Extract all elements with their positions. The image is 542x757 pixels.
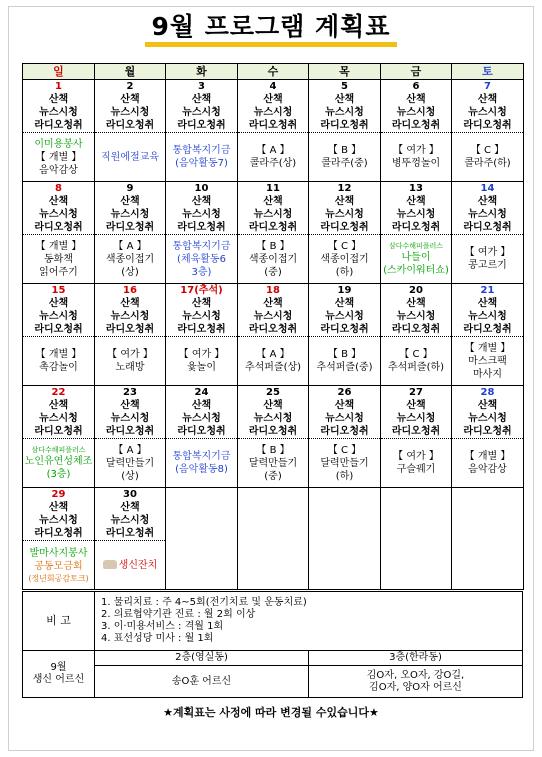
day-cell (95, 80, 166, 182)
program-block (95, 438, 165, 487)
day-cell (309, 80, 381, 182)
daily-activity: 뉴스시청 (110, 311, 150, 322)
program-line: (상) (121, 266, 139, 278)
program-block (95, 234, 165, 283)
remarks-label: 비 고 (23, 592, 95, 651)
daily-activity: 산책 (48, 400, 69, 411)
day-number: 11 (266, 183, 280, 194)
day-number: 29 (51, 489, 66, 500)
program-line: 【 여가 】 (464, 247, 511, 258)
day-number: 16 (123, 285, 137, 296)
daily-activity: 라디오청취 (105, 324, 155, 335)
daily-activity: 뉴스시청 (396, 209, 436, 220)
daily-activity: 산책 (191, 196, 212, 207)
program-text: 생신잔치 (118, 559, 158, 571)
daily-activity: 라디오청취 (34, 324, 83, 335)
daily-activity: 산책 (48, 196, 69, 207)
program-line: 추석퍼즐(중) (316, 362, 373, 373)
program-line: 【 여가 】 (178, 349, 225, 360)
weekday-header: 금 (381, 64, 452, 80)
daily-activity: 산책 (334, 400, 355, 411)
program-line: 촉감놀이 (39, 362, 78, 373)
day-cell (166, 386, 238, 488)
daily-activity: 뉴스시청 (396, 107, 436, 118)
daily-activity: 뉴스시청 (110, 515, 150, 526)
week-row (23, 80, 524, 182)
program-line: 이미용봉사 (34, 138, 83, 150)
program-line: 【 C 】 (470, 145, 505, 156)
daily-activity: 산책 (191, 298, 212, 309)
program-line: 마사지 (473, 368, 502, 380)
program-line: 구슬꿰기 (396, 464, 436, 475)
day-number: 18 (266, 285, 280, 296)
daily-activity: 라디오청취 (34, 120, 83, 131)
program-line: 읽어주기 (39, 266, 78, 278)
daily-activity: 라디오청취 (105, 120, 155, 131)
program-line: 통합복지기금 (172, 240, 231, 252)
daily-activity: 뉴스시청 (325, 413, 364, 424)
day-number: 4 (269, 81, 277, 92)
day-number: 9 (126, 183, 134, 194)
daily-activity: 뉴스시청 (110, 209, 150, 220)
program-block (309, 336, 380, 385)
program-line: 【 C 】 (327, 444, 362, 456)
remarks-item: 3. 이·미용서비스 : 격월 1회 (101, 621, 224, 632)
daily-activity: 산책 (334, 94, 355, 105)
day-number: 15 (51, 285, 66, 296)
program-block (23, 132, 94, 181)
daily-activity: 산책 (48, 94, 69, 105)
week-row (23, 488, 524, 590)
day-cell (23, 488, 95, 590)
day-number: 19 (337, 285, 352, 296)
program-line: 삼다수해피플러스 (31, 446, 86, 454)
floor3-names-line: 김O자, 양O자 어르신 (369, 681, 462, 693)
program-line: 마스크팩 (468, 355, 507, 367)
program-line: 윷놀이 (187, 362, 216, 373)
day-number: 25 (266, 387, 280, 398)
day-number: 6 (412, 81, 420, 92)
footer-note: ★계획표는 사정에 따라 변경될 수있습니다★ (163, 706, 379, 719)
program-line: (중) (264, 266, 282, 278)
program-line: 삼다수해피플러스 (388, 242, 444, 250)
program-block (309, 438, 380, 487)
program-line: 【 개별 】 (35, 240, 82, 252)
daily-activity: 뉴스시청 (396, 413, 436, 424)
day-cell (452, 80, 524, 182)
program-line: 【 A 】 (113, 444, 147, 456)
program-line: 동화책 (44, 253, 73, 265)
program-line: 추석퍼즐(상) (244, 362, 302, 373)
floor3-header: 3층(한라동) (309, 651, 523, 666)
daily-activity: 라디오청취 (320, 426, 369, 437)
daily-activity: 뉴스시청 (468, 107, 507, 118)
program-block (95, 132, 165, 181)
daily-activity: 뉴스시청 (39, 515, 78, 526)
program-line: 콩고르기 (468, 260, 507, 271)
day-cell (309, 182, 381, 284)
daily-activity: 산책 (477, 94, 498, 105)
day-number: 26 (337, 387, 352, 398)
weekday-header: 목 (309, 64, 381, 80)
weekday-header-row (23, 64, 524, 80)
remarks-table (22, 591, 523, 651)
program-line: 색종이접기 (248, 253, 298, 265)
program-block (452, 438, 523, 487)
day-cell (381, 182, 452, 284)
day-number: 14 (480, 183, 495, 194)
daily-activity: 라디오청취 (34, 222, 83, 233)
daily-activity: 산책 (406, 196, 426, 207)
daily-activity: 산책 (263, 298, 283, 309)
daily-activity: 라디오청취 (248, 426, 298, 437)
daily-activity: 라디오청취 (248, 120, 298, 131)
program-block (309, 132, 380, 181)
day-cell (238, 80, 309, 182)
daily-activity: 라디오청취 (463, 120, 512, 131)
program-line (103, 559, 158, 572)
title-area (0, 12, 542, 47)
daily-activity: 라디오청취 (320, 222, 369, 233)
daily-activity: 뉴스시청 (325, 311, 364, 322)
day-number: 23 (123, 387, 137, 398)
daily-activity: 라디오청취 (105, 222, 155, 233)
daily-activity: 뉴스시청 (182, 311, 221, 322)
day-cell (23, 284, 95, 386)
daily-activity: 산책 (120, 94, 140, 105)
day-number: 13 (409, 183, 423, 194)
daily-activity: 산책 (406, 400, 426, 411)
program-line: 【 A 】 (256, 145, 290, 156)
program-line: 【 C 】 (327, 240, 362, 252)
daily-activity: 라디오청취 (248, 324, 298, 335)
daily-activity: 라디오청취 (177, 426, 226, 437)
daily-activity: 뉴스시청 (468, 311, 507, 322)
day-cell (452, 284, 524, 386)
daily-activity: 뉴스시청 (110, 413, 150, 424)
day-cell (381, 284, 452, 386)
daily-activity: 산책 (191, 94, 212, 105)
day-cell (95, 386, 166, 488)
program-line: 【 개별 】 (35, 151, 82, 163)
program-line: 음악감상 (468, 464, 507, 475)
program-block (238, 132, 308, 181)
daily-activity: 뉴스시청 (110, 107, 150, 118)
day-cell (309, 386, 381, 488)
daily-activity: 뉴스시청 (253, 311, 293, 322)
daily-activity: 산책 (263, 400, 283, 411)
day-cell (309, 284, 381, 386)
program-line: 달력만들기 (105, 457, 155, 469)
daily-activity: 뉴스시청 (39, 209, 78, 220)
day-cell (238, 284, 309, 386)
program-line: (중) (264, 470, 282, 482)
daily-activity: 뉴스시청 (182, 209, 221, 220)
program-line: 음악감상 (39, 164, 78, 176)
daily-activity: 뉴스시청 (468, 413, 507, 424)
floor2-names: 송O훈 어르신 (95, 666, 309, 698)
daily-activity: 라디오청취 (463, 222, 512, 233)
program-block (238, 234, 308, 283)
daily-activity: 라디오청취 (34, 528, 83, 539)
program-block (381, 132, 451, 181)
daily-activity: 산책 (406, 298, 426, 309)
week-row (23, 386, 524, 488)
program-block (238, 336, 308, 385)
program-line: 노래방 (115, 362, 145, 373)
program-block (238, 438, 308, 487)
program-line: 색종이접기 (105, 253, 155, 265)
remarks-item: 4. 표선성당 미사 : 월 1회 (101, 633, 214, 644)
day-number: 2 (126, 81, 134, 92)
daily-activity: 라디오청취 (105, 426, 155, 437)
daily-activity: 라디오청취 (391, 222, 441, 233)
daily-activity: 산책 (191, 400, 212, 411)
program-line: 【 B 】 (327, 349, 362, 360)
program-line: 【 B 】 (327, 145, 362, 156)
program-line: (하) (335, 470, 354, 482)
program-block (95, 540, 165, 589)
day-number: 27 (409, 387, 423, 398)
program-line: 공동모금회 (34, 560, 83, 572)
daily-activity: 뉴스시청 (396, 311, 436, 322)
program-line: (하) (335, 266, 354, 278)
day-number: 7 (484, 81, 491, 92)
daily-activity: 뉴스시청 (468, 209, 507, 220)
daily-activity: 산책 (263, 94, 283, 105)
program-line: 색종이접기 (320, 253, 369, 265)
day-number: 28 (480, 387, 495, 398)
program-line: 직원에절교육 (101, 151, 159, 163)
program-block (166, 234, 237, 283)
weekday-header: 수 (238, 64, 309, 80)
day-cell (452, 386, 524, 488)
program-line: 통합복지기금 (172, 145, 231, 156)
program-line: 달력만들기 (320, 457, 369, 469)
day-cell (238, 386, 309, 488)
program-line: 【 여가 】 (393, 145, 439, 156)
day-number: 21 (480, 285, 495, 296)
program-block (23, 540, 94, 589)
page-title: 9월 프로그램 계획표 (145, 12, 396, 47)
empty-day-cell (309, 488, 381, 590)
day-cell (23, 80, 95, 182)
empty-day-cell (166, 488, 238, 590)
program-line: (체육활동6 (177, 253, 226, 265)
program-block (381, 234, 451, 283)
program-line: 【 여가 】 (393, 451, 439, 462)
day-cell (381, 386, 452, 488)
program-line: 3층) (191, 266, 212, 278)
daily-activity: 산책 (477, 196, 498, 207)
program-line: 【 개별 】 (464, 342, 511, 354)
day-number: 8 (55, 183, 62, 194)
day-number: 1 (55, 81, 62, 92)
daily-activity: 산책 (334, 196, 355, 207)
program-block (452, 234, 523, 283)
day-cell (381, 80, 452, 182)
daily-activity: 산책 (477, 400, 498, 411)
daily-activity: 산책 (120, 502, 140, 513)
daily-activity: 라디오청취 (105, 528, 155, 539)
daily-activity: 라디오청취 (391, 120, 441, 131)
program-block (452, 132, 523, 181)
program-block (166, 132, 237, 181)
day-cell (166, 80, 238, 182)
program-block (452, 336, 523, 385)
program-line: 【 B 】 (256, 444, 290, 456)
program-line: 콜라주(상) (249, 158, 297, 169)
program-block (309, 234, 380, 283)
program-line: (음악활동8) (175, 464, 228, 475)
program-line: 달력만들기 (248, 457, 298, 469)
weekday-header: 화 (166, 64, 238, 80)
daily-activity: 라디오청취 (320, 120, 369, 131)
daily-activity: 뉴스시청 (39, 107, 78, 118)
empty-day-cell (452, 488, 524, 590)
daily-activity: 산책 (406, 94, 426, 105)
day-cell (95, 284, 166, 386)
daily-activity: 산책 (48, 298, 69, 309)
daily-activity: 산책 (263, 196, 283, 207)
daily-activity: 산책 (120, 400, 140, 411)
floor2-header: 2층(영실동) (95, 651, 309, 666)
day-cell (238, 182, 309, 284)
day-number: 5 (341, 81, 348, 92)
empty-day-cell (381, 488, 452, 590)
daily-activity: 뉴스시청 (325, 209, 364, 220)
program-line: 【 여가 】 (107, 349, 153, 360)
daily-activity: 라디오청취 (177, 324, 226, 335)
program-line: 콜라주(하) (464, 158, 511, 169)
daily-activity: 라디오청취 (34, 426, 83, 437)
day-cell (95, 182, 166, 284)
daily-activity: 뉴스시청 (253, 209, 293, 220)
empty-day-cell (238, 488, 309, 590)
program-line: 【 B 】 (256, 240, 290, 252)
program-block (23, 438, 94, 487)
program-line: 병뚜껑놀이 (391, 158, 441, 169)
floor3-names (309, 666, 523, 698)
program-line: 통합복지기금 (172, 451, 231, 462)
day-number: 30 (123, 489, 137, 500)
day-cell (23, 182, 95, 284)
program-block (23, 336, 94, 385)
daily-activity: 라디오청취 (391, 324, 441, 335)
week-row (23, 284, 524, 386)
daily-activity: 라디오청취 (177, 120, 226, 131)
daily-activity: 라디오청취 (463, 324, 512, 335)
daily-activity: 뉴스시청 (39, 413, 78, 424)
program-line: 발마사지봉사 (29, 547, 88, 559)
daily-activity: 뉴스시청 (182, 107, 221, 118)
cake-icon (103, 560, 117, 569)
daily-activity: 뉴스시청 (325, 107, 364, 118)
day-cell (23, 386, 95, 488)
program-line: (음악활동7) (175, 158, 228, 169)
program-line: (3층) (46, 469, 71, 480)
program-block (95, 336, 165, 385)
program-line: 노인유연성체조 (24, 456, 93, 467)
remarks-list (95, 592, 523, 651)
floor3-names-line: 김O자, 오O자, 강O길, (366, 669, 465, 681)
day-number: 22 (51, 387, 66, 398)
day-cell (95, 488, 166, 590)
daily-activity: 산책 (120, 298, 140, 309)
program-line: 【 개별 】 (464, 451, 511, 462)
weekday-header: 토 (452, 64, 524, 80)
program-line: (상) (121, 470, 139, 482)
daily-activity: 뉴스시청 (253, 107, 293, 118)
birthday-label-month: 9월 (50, 662, 67, 673)
remarks-item: 1. 물리치료 : 주 4~5회(전기치료 및 운동치료) (101, 597, 307, 608)
program-line: 콜라주(중) (321, 158, 368, 169)
day-number: 12 (337, 183, 352, 194)
week-row (23, 182, 524, 284)
daily-activity: 라디오청취 (248, 222, 298, 233)
weekday-header: 일 (23, 64, 95, 80)
birthday-label (23, 651, 95, 698)
program-line: (정년회공감토크) (28, 573, 89, 583)
daily-activity: 산책 (477, 298, 498, 309)
program-line: 【 C 】 (399, 349, 433, 360)
daily-activity: 뉴스시청 (39, 311, 78, 322)
daily-activity: 산책 (120, 196, 140, 207)
day-number: 10 (194, 183, 209, 194)
remarks-item: 2. 의료협약기관 진료 : 월 2회 이상 (101, 609, 256, 620)
program-line: 【 개별 】 (35, 349, 82, 360)
day-cell (452, 182, 524, 284)
daily-activity: 뉴스시청 (182, 413, 221, 424)
day-number: 17(추석) (180, 285, 223, 296)
program-block (23, 234, 94, 283)
daily-activity: 라디오청취 (463, 426, 512, 437)
daily-activity: 라디오청취 (320, 324, 369, 335)
program-line: 나들이 (401, 252, 431, 263)
program-line: 【 A 】 (113, 240, 147, 252)
birthday-table (22, 650, 523, 698)
daily-activity: 산책 (334, 298, 355, 309)
day-number: 24 (194, 387, 209, 398)
program-line: 추석퍼즐(하) (387, 362, 445, 373)
daily-activity: 뉴스시청 (253, 413, 293, 424)
day-number: 3 (198, 81, 205, 92)
program-block (166, 336, 237, 385)
day-cell (166, 284, 238, 386)
daily-activity: 라디오청취 (391, 426, 441, 437)
day-cell (166, 182, 238, 284)
program-line: (스카이워터쇼) (383, 265, 449, 276)
program-line: 【 A 】 (256, 349, 290, 360)
daily-activity: 라디오청취 (177, 222, 226, 233)
daily-activity: 산책 (48, 502, 69, 513)
calendar-table (22, 63, 524, 590)
program-block (381, 438, 451, 487)
program-block (166, 438, 237, 487)
program-block (381, 336, 451, 385)
day-number: 20 (409, 285, 423, 296)
birthday-label-text: 생신 어르신 (32, 674, 85, 685)
weekday-header: 월 (95, 64, 166, 80)
